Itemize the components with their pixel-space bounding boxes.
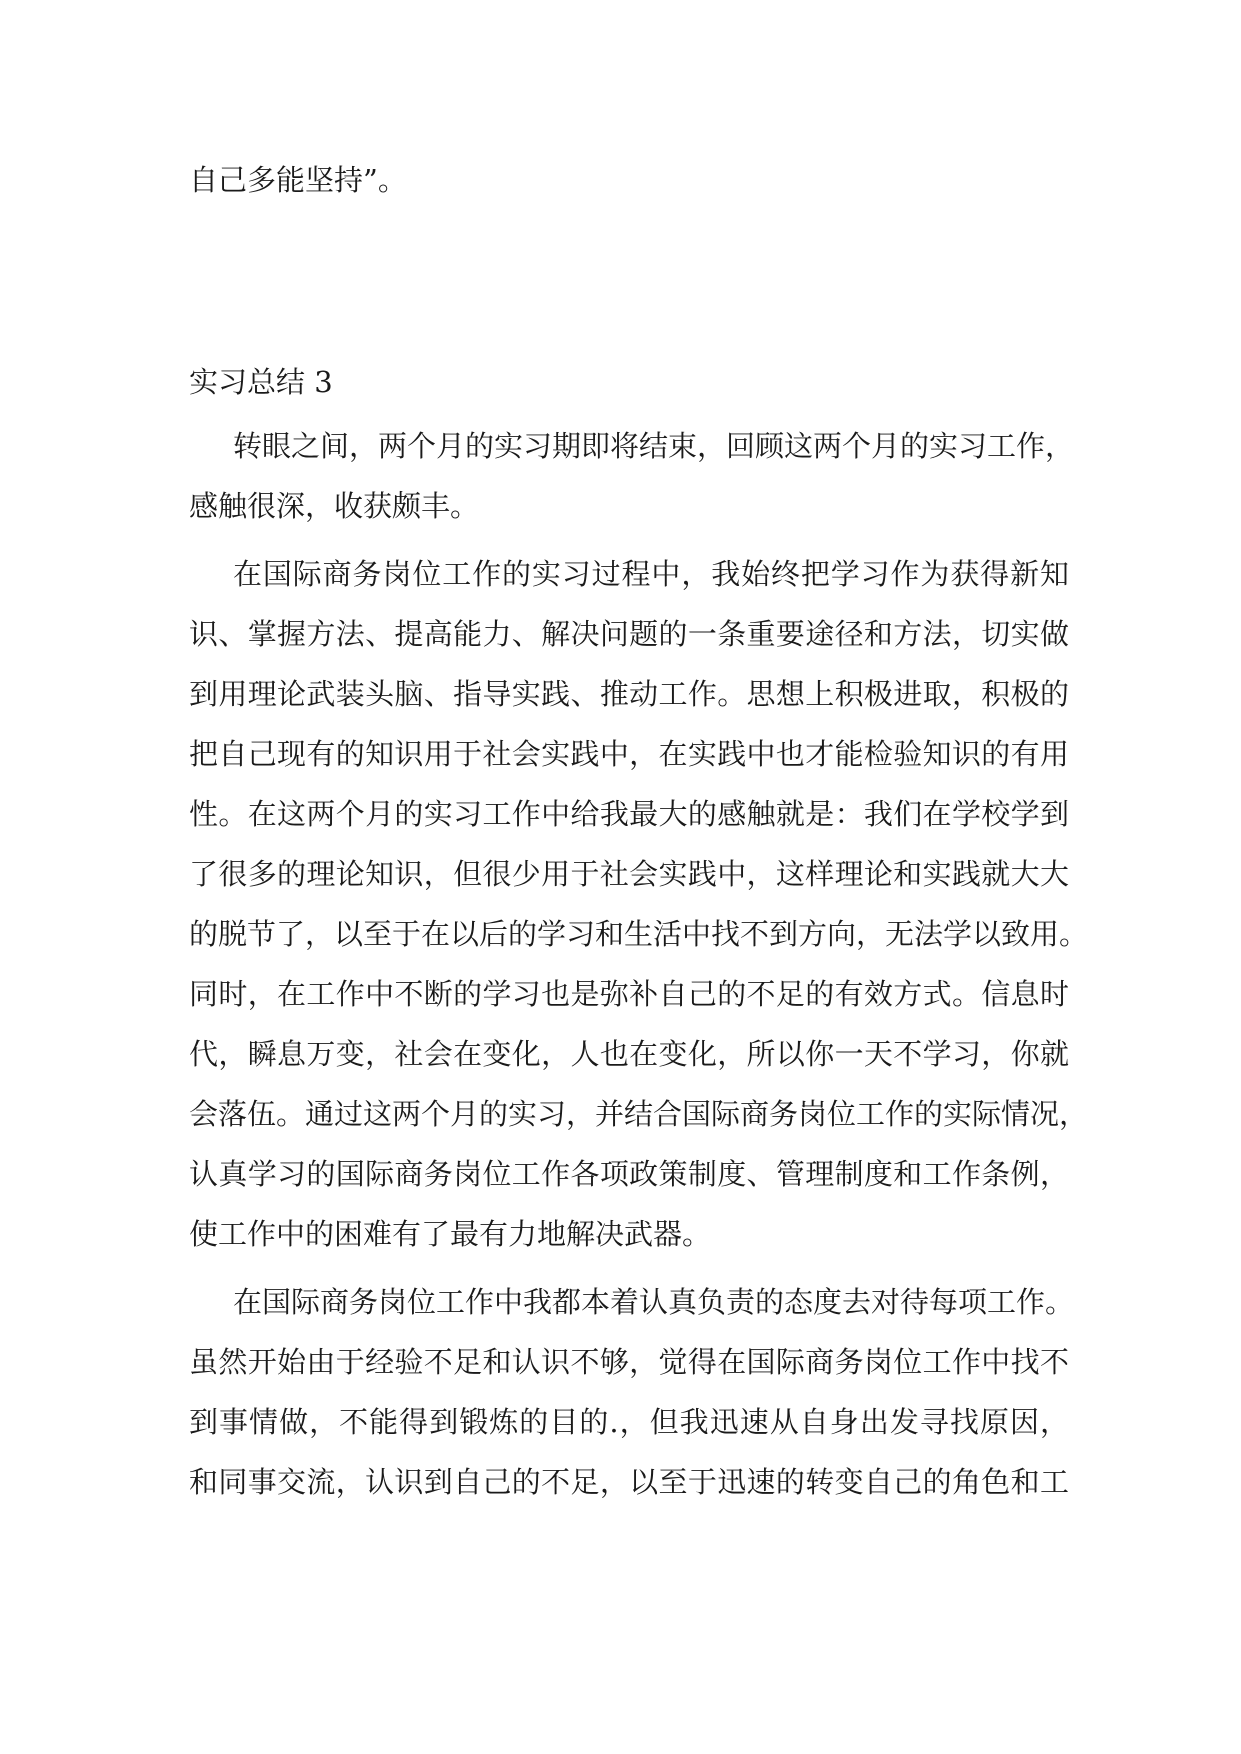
paragraph-line: 把自己现有的知识用于社会实践中，在实践中也才能检验知识的有用 [189, 737, 1069, 771]
paragraph-line: 同时，在工作中不断的学习也是弥补自己的不足的有效方式。信息时 [189, 977, 1069, 1011]
paragraph-line: 转眼之间，两个月的实习期即将结束，回顾这两个月的实习工作， [233, 429, 1075, 463]
paragraph-line: 到事情做，不能得到锻炼的目的.，但我迅速从自身出发寻找原因， [189, 1405, 1069, 1439]
paragraph-line: 感触很深，收获颇丰。 [189, 489, 480, 523]
paragraph-line: 代，瞬息万变，社会在变化，人也在变化，所以你一天不学习，你就 [189, 1037, 1069, 1071]
carryover-text [189, 150, 1069, 210]
paragraph-line: 会落伍。通过这两个月的实习，并结合国际商务岗位工作的实际情况， [189, 1097, 1089, 1131]
paragraph-1 [189, 416, 1075, 536]
paragraph-line: 在国际商务岗位工作的实习过程中，我始终把学习作为获得新知 [233, 557, 1069, 591]
paragraph-line: 了很多的理论知识，但很少用于社会实践中，这样理论和实践就大大 [189, 857, 1069, 891]
carryover-line: 自己多能坚持”。 [189, 163, 407, 197]
paragraph-line: 虽然开始由于经验不足和认识不够，觉得在国际商务岗位工作中找不 [189, 1345, 1069, 1379]
paragraph-2 [189, 544, 1089, 1264]
section-heading [189, 352, 1069, 412]
paragraph-line: 的脱节了，以至于在以后的学习和生活中找不到方向，无法学以致用。 [189, 917, 1089, 951]
body-text [189, 416, 1089, 1520]
paragraph-line: 在国际商务岗位工作中我都本着认真负责的态度去对待每项工作。 [233, 1285, 1075, 1319]
paragraph-3 [189, 1272, 1075, 1512]
paragraph-line: 认真学习的国际商务岗位工作各项政策制度、管理制度和工作条例， [189, 1157, 1069, 1191]
paragraph-line: 使工作中的困难有了最有力地解决武器。 [189, 1217, 712, 1251]
paragraph-line: 性。在这两个月的实习工作中给我最大的感触就是：我们在学校学到 [189, 797, 1069, 831]
paragraph-line: 和同事交流，认识到自己的不足，以至于迅速的转变自己的角色和工 [189, 1465, 1069, 1499]
paragraph-line: 识、掌握方法、提高能力、解决问题的一条重要途径和方法，切实做 [189, 617, 1069, 651]
paragraph-line: 到用理论武装头脑、指导实践、推动工作。思想上积极进取，积极的 [189, 677, 1069, 711]
section-title: 实习总结 3 [189, 365, 333, 399]
